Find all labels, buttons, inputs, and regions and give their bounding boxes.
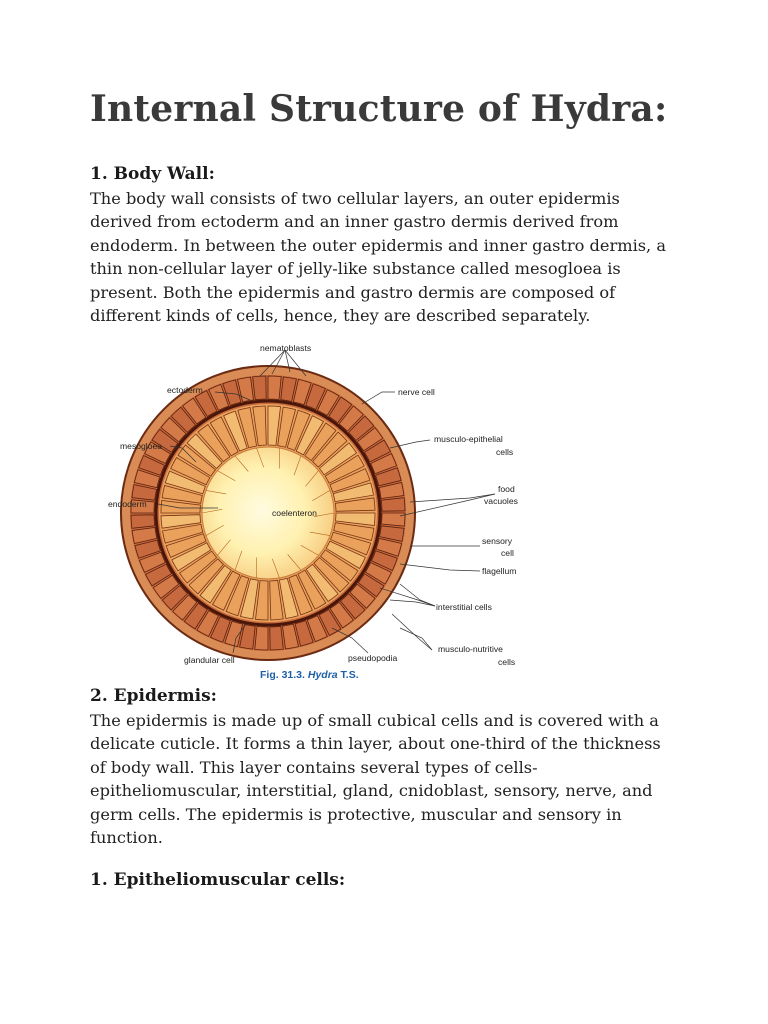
label-musculo-epithelial-cells: cells: [496, 447, 514, 457]
label-nematoblasts: nematoblasts: [260, 343, 312, 353]
label-musculo-nutritive-cells: cells: [498, 657, 516, 667]
ectoderm-cell: [382, 513, 406, 526]
text-line: present. Both the epidermis and gastro dermis are composed of: [90, 282, 616, 302]
section-heading-body-wall: 1. Body Wall:: [90, 164, 215, 184]
ectoderm-cell: [268, 376, 281, 400]
label-pseudopodia: pseudopodia: [348, 653, 398, 663]
label-glandular-cell: glandular cell: [184, 655, 235, 665]
epidermis-paragraph: [90, 709, 661, 849]
section-heading-epitheliomuscular: 1. Epitheliomuscular cells:: [90, 870, 346, 890]
label-food: food: [498, 484, 515, 494]
hydra-ts-figure: [100, 338, 540, 684]
label-endoderm: endoderm: [108, 499, 147, 509]
text-line: endoderm. In between the outer epidermis and inner gastro dermis, a: [90, 235, 666, 255]
text-line: derived from ectoderm and an inner gastro dermis derived from: [90, 212, 619, 232]
ectoderm-cell: [255, 627, 268, 651]
caption-suffix: T.S.: [340, 669, 359, 681]
ectoderm-cell: [253, 376, 267, 400]
text-line: epitheliomuscular, interstitial, gland, cnidoblast, sensory, nerve, and: [90, 781, 653, 801]
ectoderm-cell: [381, 498, 405, 512]
ectoderm-cell: [270, 626, 284, 650]
text-line: of body wall. This layer contains several types of cells-: [90, 757, 538, 777]
caption-italic: Hydra: [307, 669, 338, 681]
text-line: thin non-cellular layer of jelly-like substance called mesogloea is: [90, 259, 621, 279]
text-line: delicate cuticle. It forms a thin layer, about one-third of the thickness: [90, 734, 661, 754]
label-musculo-nutritive: musculo-nutritive: [438, 644, 503, 654]
text-line: function.: [90, 828, 163, 848]
figure-caption: [260, 669, 359, 681]
text-line: The epidermis is made up of small cubical cells and is covered with a: [90, 711, 659, 730]
label-sensory-cell: cell: [501, 548, 514, 558]
label-vacuoles: vacuoles: [484, 496, 518, 506]
section-heading-epidermis: 2. Epidermis:: [90, 686, 217, 706]
text-line: The body wall consists of two cellular layers, an outer epidermis: [90, 189, 620, 208]
page-title: Internal Structure of Hydra:: [90, 88, 668, 130]
label-nerve-cell: nerve cell: [398, 387, 435, 397]
label-coelenteron: coelenteron: [272, 508, 317, 518]
label-ectoderm: ectoderm: [167, 385, 203, 395]
label-sensory: sensory: [482, 536, 513, 546]
label-musculo-epithelial: musculo-epithelial: [434, 434, 503, 444]
text-line: different kinds of cells, hence, they are described separately.: [90, 306, 591, 326]
caption-prefix: Fig. 31.3.: [260, 669, 305, 681]
label-flagellum: flagellum: [482, 566, 517, 576]
label-mesogloea: mesogloea: [120, 441, 163, 451]
label-interstitial-cells: interstitial cells: [436, 602, 492, 612]
ectoderm-cell: [131, 515, 155, 529]
body-wall-paragraph: [90, 187, 666, 327]
text-line: germ cells. The epidermis is protective, muscular and sensory in: [90, 804, 622, 824]
